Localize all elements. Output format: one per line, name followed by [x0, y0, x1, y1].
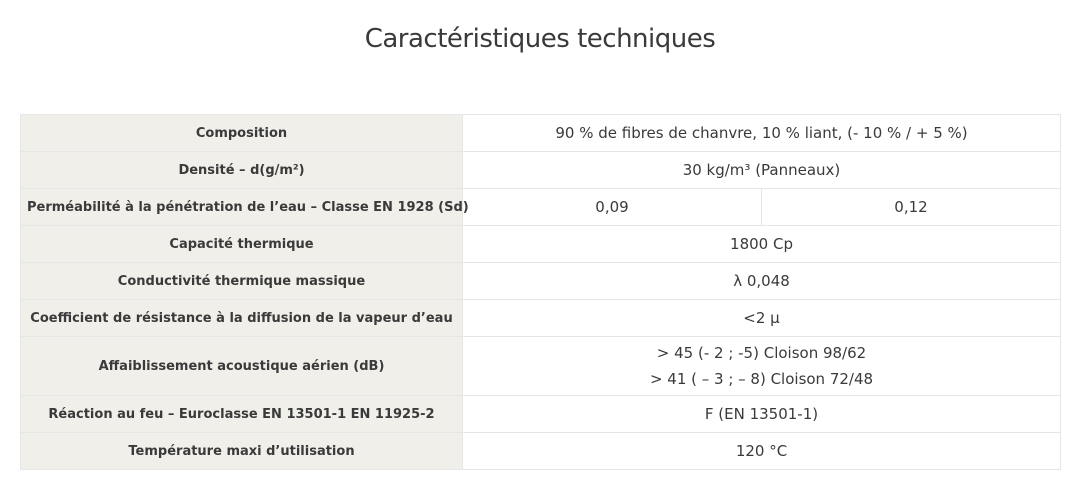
table-row [21, 263, 1061, 300]
specs-table [20, 114, 1061, 470]
spec-value-conductivite: λ 0,048 [463, 263, 1061, 300]
table-row [21, 433, 1061, 470]
spec-label-composition: Composition [21, 115, 463, 152]
spec-value-composition: 90 % de fibres de chanvre, 10 % liant, (- 10 % / + 5 %) [463, 115, 1061, 152]
spec-value-capacite: 1800 Cp [463, 226, 1061, 263]
spec-value-acoustique [463, 337, 1061, 396]
table-row [21, 152, 1061, 189]
spec-value-acoustique-line1: > 45 (- 2 ; -5) Cloison 98/62 [656, 344, 867, 362]
spec-value-acoustique-line2: > 41 ( – 3 ; – 8) Cloison 72/48 [649, 370, 874, 388]
table-row [21, 226, 1061, 263]
spec-label-diffusion: Coefficient de résistance à la diffusion de la vapeur d’eau [21, 300, 463, 337]
spec-value-permeabilite-a: 0,09 [463, 189, 762, 226]
table-row [21, 115, 1061, 152]
spec-label-temperature: Température maxi d’utilisation [21, 433, 463, 470]
spec-value-permeabilite-b: 0,12 [762, 189, 1061, 226]
spec-label-conductivite: Conductivité thermique massique [21, 263, 463, 300]
spec-value-diffusion: <2 µ [463, 300, 1061, 337]
table-row [21, 396, 1061, 433]
page-title: Caractéristiques techniques [364, 24, 716, 54]
spec-label-capacite: Capacité thermique [21, 226, 463, 263]
table-row [21, 300, 1061, 337]
spec-value-densite: 30 kg/m³ (Panneaux) [463, 152, 1061, 189]
spec-label-permeabilite: Perméabilité à la pénétration de l’eau – Classe EN 1928 (Sd) [21, 189, 463, 226]
spec-label-densite: Densité – d(g/m²) [21, 152, 463, 189]
spec-value-temperature: 120 °C [463, 433, 1061, 470]
table-row [21, 189, 1061, 226]
table-row [21, 337, 1061, 396]
spec-label-acoustique: Affaiblissement acoustique aérien (dB) [21, 337, 463, 396]
spec-value-feu: F (EN 13501-1) [463, 396, 1061, 433]
spec-label-feu: Réaction au feu – Euroclasse EN 13501-1 EN 11925-2 [21, 396, 463, 433]
